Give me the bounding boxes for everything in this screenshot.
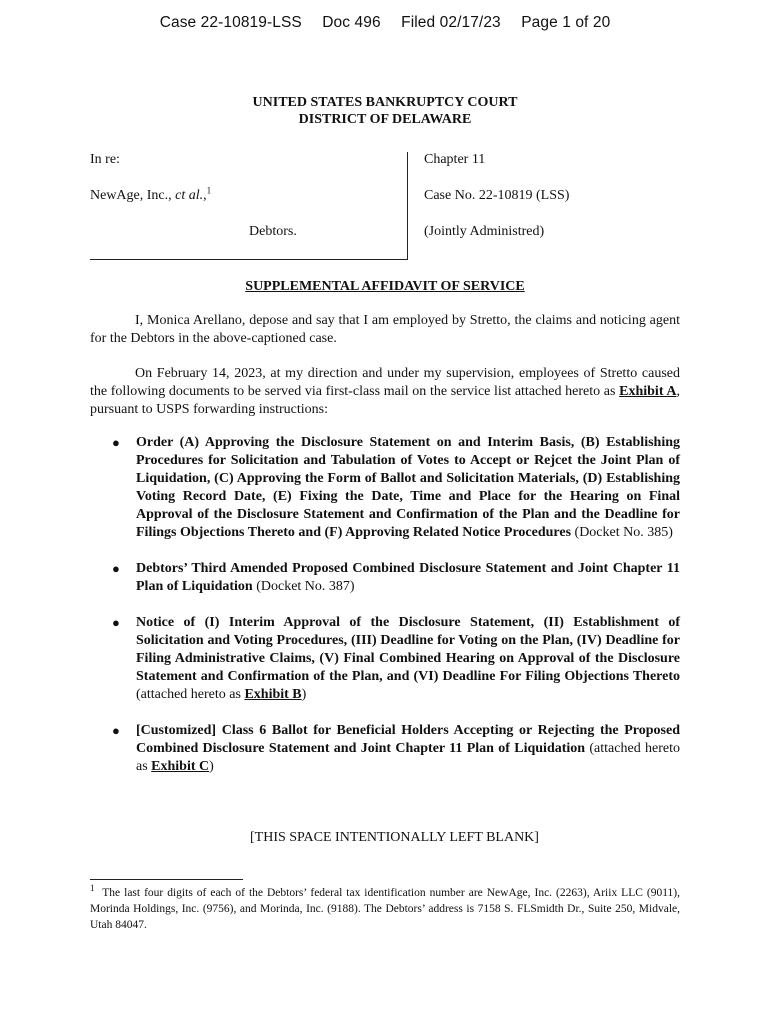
exhibit-c-reference: Exhibit C <box>151 759 210 774</box>
footnote-rule <box>90 879 243 880</box>
bullet-icon: ● <box>112 435 120 450</box>
court-district: DISTRICT OF DELAWARE <box>298 112 472 127</box>
et-al-suffix: , <box>203 188 207 203</box>
footnote <box>90 885 680 933</box>
footnote-text: The last four digits of each of the Debtors’ federal tax identification number are NewAge, Inc. (2263), Ariix LLC (9011), Morinda Holdings, Inc. (9756), and Morinda, Inc. (9188). The Debtors’ address is 7158 S. FLSmidth Dr., Suite 250, Midvale, Utah 84047. <box>90 887 680 931</box>
filing-header <box>0 14 770 32</box>
document-note: (attached hereto as <box>136 741 680 774</box>
filed-date-header: Filed 02/17/23 <box>401 14 501 31</box>
document-name: Order (A) Approving the Disclosure Statement on and Interim Basis, (B) Establishing Procedures for Solicitation and Tabulation of Votes to Accept or Rejcet the Joint Plan of Liquidation, (C) Approving the Form of Ballot and Solicitation Materials, (D) Establishing Voting Record Date, (E) Fixing the Date, Time and Place for the Hearing on Final Approval of the Disclosure Statement and Confirmation of the Plan and the Deadline for Filings Objections Thereto and (F) Approving Related Notice Procedures <box>136 435 680 540</box>
document-name: Debtors’ Third Amended Proposed Combined Disclosure Statement and Joint Chapter 11 Plan of Liquidation <box>136 561 680 594</box>
et-al-text: ct al. <box>175 188 204 203</box>
court-heading <box>0 94 770 128</box>
court-name: UNITED STATES BANKRUPTCY COURT <box>252 95 518 110</box>
case-number-header: Case 22-10819-LSS <box>159 14 302 31</box>
bullet-icon: ● <box>112 561 120 576</box>
document-note: (attached hereto as <box>136 687 245 702</box>
caption-divider <box>407 152 408 259</box>
bullet-icon: ● <box>112 615 120 630</box>
blank-space-notice: [THIS SPACE INTENTIONALLY LEFT BLANK] <box>250 830 539 845</box>
document-title: SUPPLEMENTAL AFFIDAVIT OF SERVICE <box>245 279 525 294</box>
case-number: Case No. 22-10819 (LSS) <box>424 188 570 203</box>
document-name: [Customized] Class 6 Ballot for Beneficial Holders Accepting or Rejecting the Proposed Combined Disclosure Statement and Joint Chapter 11 Plan of Liquidation <box>136 723 680 756</box>
exhibit-a-reference: Exhibit A <box>619 384 677 399</box>
page-number-header: Page 1 of 20 <box>521 14 611 31</box>
doc-number-header: Doc 496 <box>322 14 381 31</box>
list-item <box>90 434 680 542</box>
bullet-icon: ● <box>112 723 120 738</box>
service-paragraph <box>90 365 680 419</box>
list-item <box>90 560 680 596</box>
list-item <box>90 614 680 704</box>
caption-bottom-rule <box>90 259 408 260</box>
debtor-name <box>90 185 212 204</box>
served-documents-list <box>90 434 680 794</box>
service-paragraph-end: , pursuant to USPS forwarding instructions: <box>90 384 680 417</box>
footnote-reference: 1 <box>206 185 212 196</box>
chapter-label: Chapter 11 <box>424 152 486 167</box>
list-item <box>90 722 680 776</box>
declarant-paragraph: I, Monica Arellano, depose and say that I am employed by Stretto, the claims and noticing agent for the Debtors in the above-captioned case. <box>90 313 680 346</box>
debtor-name-text: NewAge, Inc., <box>90 188 176 203</box>
document-name: Notice of (I) Interim Approval of the Disclosure Statement, (II) Establishment of Solicitation and Voting Procedures, (III) Deadline for Voting on the Plan, (IV) Deadline for Filing Administrative Claims, (V) Final Combined Hearing on Approval of the Disclosure Statement and Confirmation of the Plan, and (VI) Deadline For Filing Objections Thereto <box>136 615 680 684</box>
document-note: (Docket No. 387) <box>252 579 355 594</box>
document-note-close: ) <box>209 759 214 774</box>
debtors-label: Debtors. <box>249 224 297 239</box>
in-re-label: In re: <box>90 152 120 167</box>
exhibit-b-reference: Exhibit B <box>244 687 302 702</box>
administration-note: (Jointly Administred) <box>424 224 545 239</box>
service-paragraph-text: On February 14, 2023, at my direction and under my supervision, employees of Stretto caused the following documents to be served via first-class mail on the service list attached hereto as <box>90 366 680 399</box>
document-note-close: ) <box>301 687 307 702</box>
document-note: (Docket No. 385) <box>571 525 673 540</box>
footnote-marker: 1 <box>90 883 95 894</box>
